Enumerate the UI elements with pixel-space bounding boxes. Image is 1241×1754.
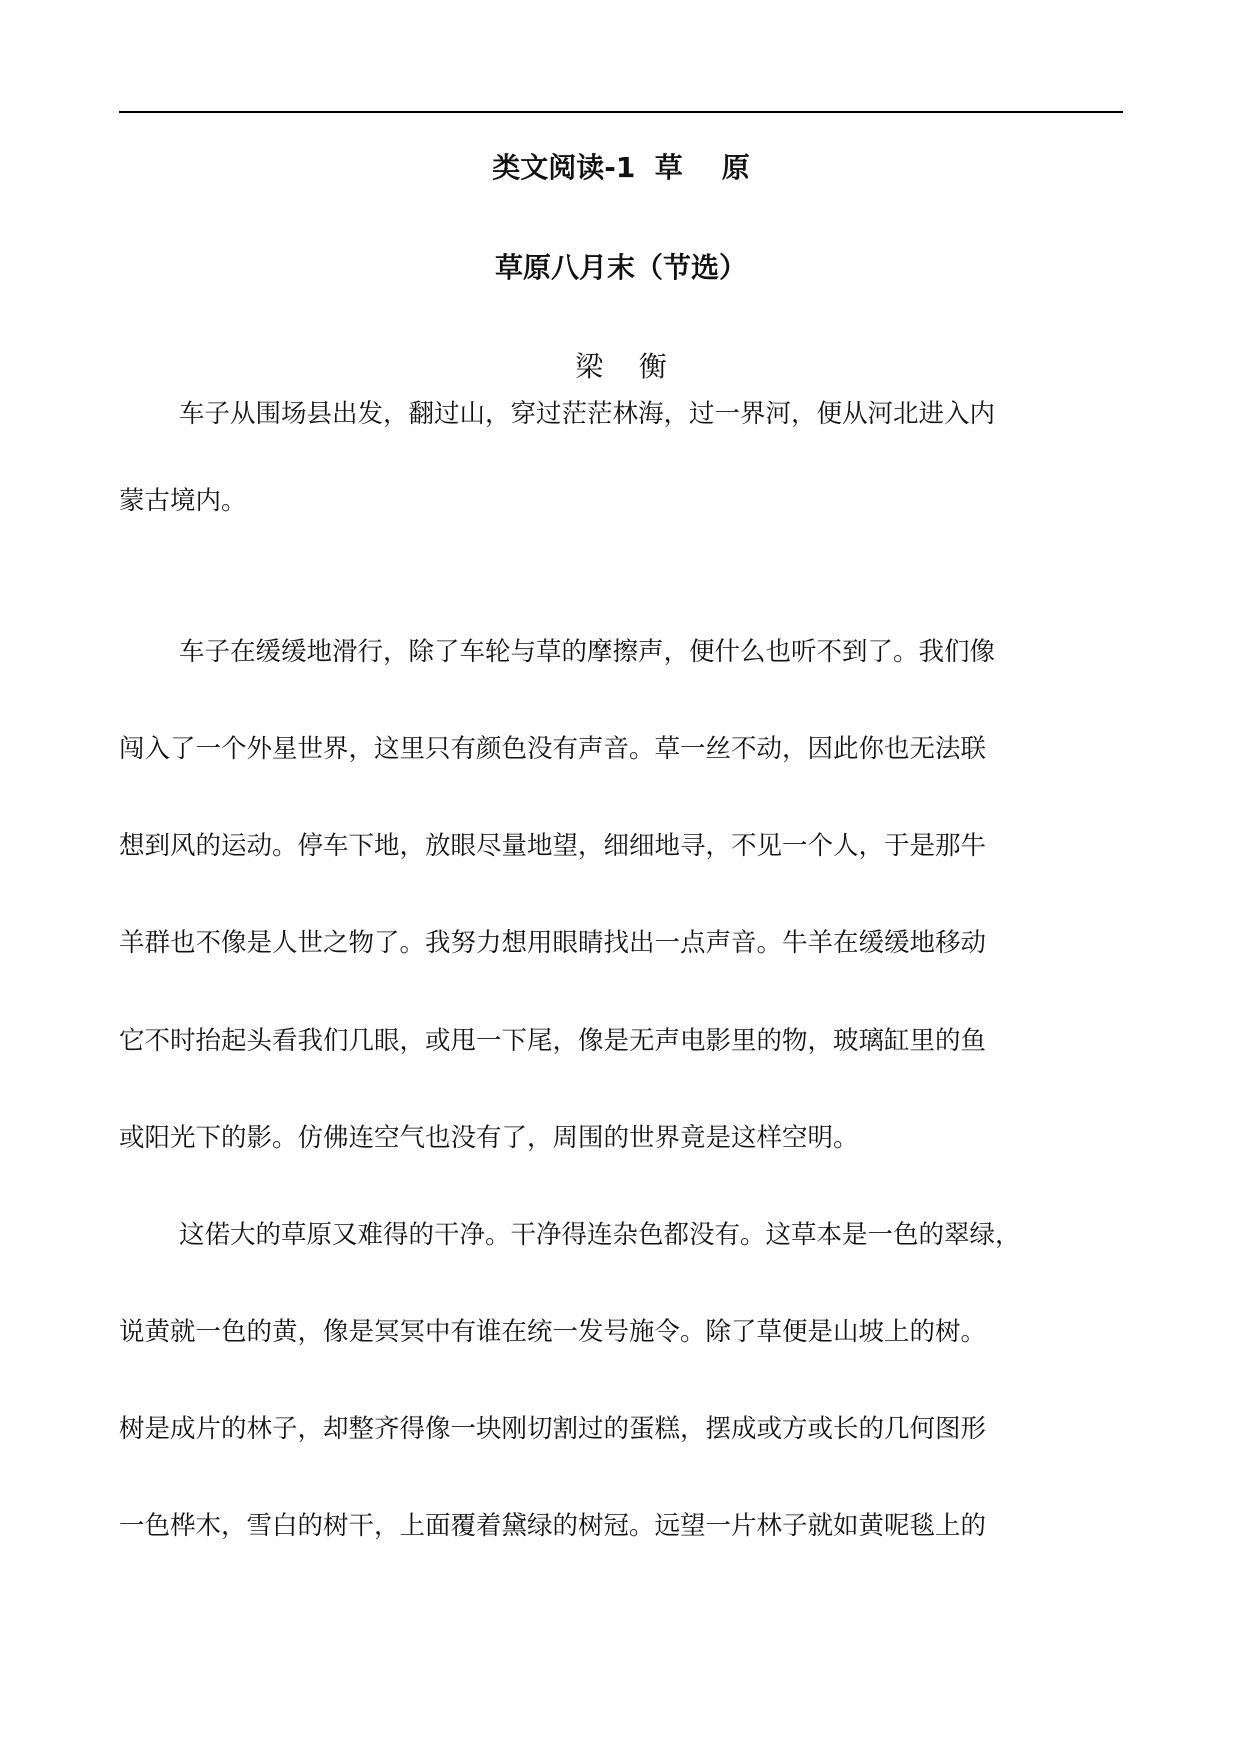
text-line: 或阳光下的影。仿佛连空气也没有了，周围的世界竟是这样空明。 (119, 1123, 859, 1153)
text-line: 一色桦木，雪白的树干，上面覆着黛绿的树冠。远望一片林子就如黄呢毯上的 (119, 1511, 987, 1541)
text-line: 说黄就一色的黄，像是冥冥中有谁在统一发号施令。除了草便是山坡上的树。 (119, 1317, 987, 1347)
text-line: 羊群也不像是人世之物了。我努力想用眼睛找出一点声音。牛羊在缓缓地移动 (119, 928, 987, 958)
text-line: 车子从围场县出发，翻过山，穿过茫茫林海，过一界河，便从河北进入内 (179, 399, 996, 429)
text-line: 车子在缓缓地滑行，除了车轮与草的摩擦声，便什么也听不到了。我们像 (179, 637, 996, 667)
article-title: 草原八月末（节选） (494, 251, 747, 284)
text-line: 闯入了一个外星世界，这里只有颜色没有声音。草一丝不动，因此你也无法联 (119, 734, 987, 764)
unit-heading: 类文阅读-1 草 原 (492, 151, 750, 184)
text-line: 想到风的运动。停车下地，放眼尽量地望，细细地寻，不见一个人，于是那牛 (119, 831, 987, 861)
text-line: 它不时抬起头看我们几眼，或甩一下尾，像是无声电影里的物，玻璃缸里的鱼 (119, 1026, 987, 1056)
text-line: 蒙古境内。 (119, 486, 247, 516)
header-rule (119, 111, 1123, 113)
text-line: 这偌大的草原又难得的干净。干净得连杂色都没有。这草本是一色的翠绿， (179, 1220, 1021, 1250)
author-name: 梁 衡 (575, 350, 667, 383)
text-line: 树是成片的林子，却整齐得像一块刚切割过的蛋糕，摆成或方或长的几何图形 (119, 1414, 987, 1444)
